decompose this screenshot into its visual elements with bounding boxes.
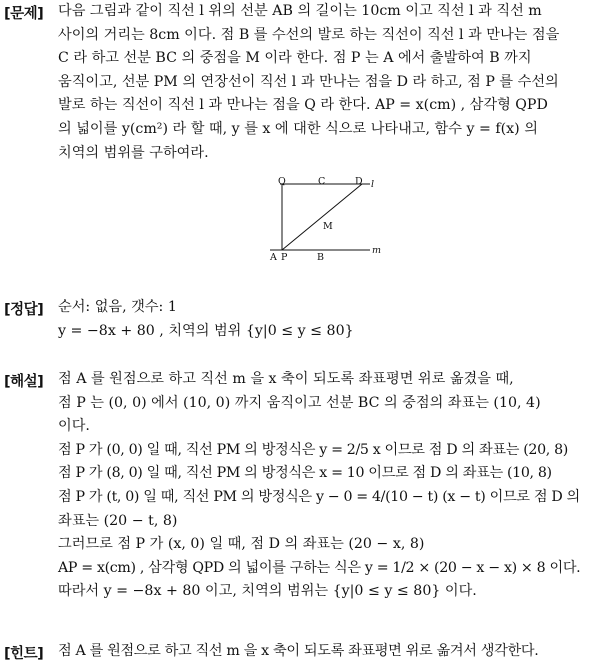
answer-line: 순서: 없음, 갯수: 1 — [58, 299, 177, 315]
problem-line: C 라 하고 선분 BC 의 중점을 M 이라 한다. 점 P 는 A 에서 출발하여 B 까지 — [58, 50, 532, 67]
problem-line: 의 넓이를 y(cm²) 라 할 때, y 를 x 에 대한 식으로 나타내고, 함수 y = f(x) 의 — [58, 120, 538, 137]
label-p: P — [281, 252, 288, 263]
solution-line: 따라서 y = −8x + 80 이고, 치역의 범위는 {y|0 ≤ y ≤ 80} 이다. — [58, 583, 477, 600]
solution-line: 이다. — [58, 418, 90, 435]
problem-line: 움직이고, 선분 PM 의 연장선이 직선 l 과 만나는 점을 D 라 하고, 점 P 를 수선의 — [58, 73, 559, 90]
solution-line: 좌표는 (20 − t, 8) — [58, 512, 178, 529]
problem-line: 다음 그림과 같이 직선 l 위의 선분 AB 의 길이는 10cm 이고 직선 l 과 직선 m — [58, 3, 542, 19]
segment-pd — [282, 184, 362, 250]
label-l: l — [371, 179, 375, 190]
answer-line: y = −8x + 80 , 치역의 범위 {y|0 ≤ y ≤ 80} — [58, 322, 354, 339]
label-a: A — [270, 252, 277, 263]
solution-line: 그러므로 점 P 가 (x, 0) 일 때, 점 D 의 좌표는 (20 − x, 8) — [58, 536, 425, 553]
problem-line: 발로 하는 직선이 직선 l 과 만나는 점을 Q 라 한다. AP = x(cm) , 삼각형 QPD — [58, 97, 548, 114]
label-q: Q — [278, 176, 286, 187]
label-d: D — [355, 176, 363, 187]
label-b: B — [317, 252, 324, 263]
label-c: C — [318, 176, 326, 187]
solution-tag: [해설] — [4, 374, 44, 390]
problem-line: 사이의 거리는 8cm 이다. 점 B 를 수선의 발로 하는 직선이 직선 l 과 만나는 점을 — [58, 26, 560, 43]
answer-tag: [정답] — [4, 302, 44, 318]
solution-line: 점 P 가 (t, 0) 일 때, 직선 PM 의 방정식은 y − 0 = 4/(10 − t) (x − t) 이므로 점 D 의 — [58, 488, 580, 505]
hint-line: 점 A 를 원점으로 하고 직선 m 을 x 축이 되도록 좌표평면 위로 옮겨서 생각한다. — [58, 643, 539, 659]
problem-tag: [문제] — [4, 6, 44, 22]
solution-line: 점 P 는 (0, 0) 에서 (10, 0) 까지 움직이고 선분 BC 의 중점의 좌표는 (10, 4) — [58, 394, 541, 411]
geometry-figure — [262, 172, 392, 264]
problem-line: 치역의 범위를 구하여라. — [58, 144, 209, 161]
label-m-point: M — [323, 221, 333, 232]
solution-line: AP = x(cm) , 삼각형 QPD 의 넓이를 구하는 식은 y = 1/2 × (20 − x − x) × 8 이다. — [58, 559, 581, 576]
label-m-line: m — [372, 245, 382, 256]
solution-line: 점 P 가 (0, 0) 일 때, 직선 PM 의 방정식은 y = 2/5 x 이므로 점 D 의 좌표는 (20, 8) — [58, 441, 568, 458]
hint-tag: [힌트] — [4, 646, 44, 662]
solution-line: 점 A 를 원점으로 하고 직선 m 을 x 축이 되도록 좌표평면 위로 옮겼을 때, — [58, 371, 514, 387]
solution-line: 점 P 가 (8, 0) 일 때, 직선 PM 의 방정식은 x = 10 이므로 점 D 의 좌표는 (10, 8) — [58, 465, 552, 482]
